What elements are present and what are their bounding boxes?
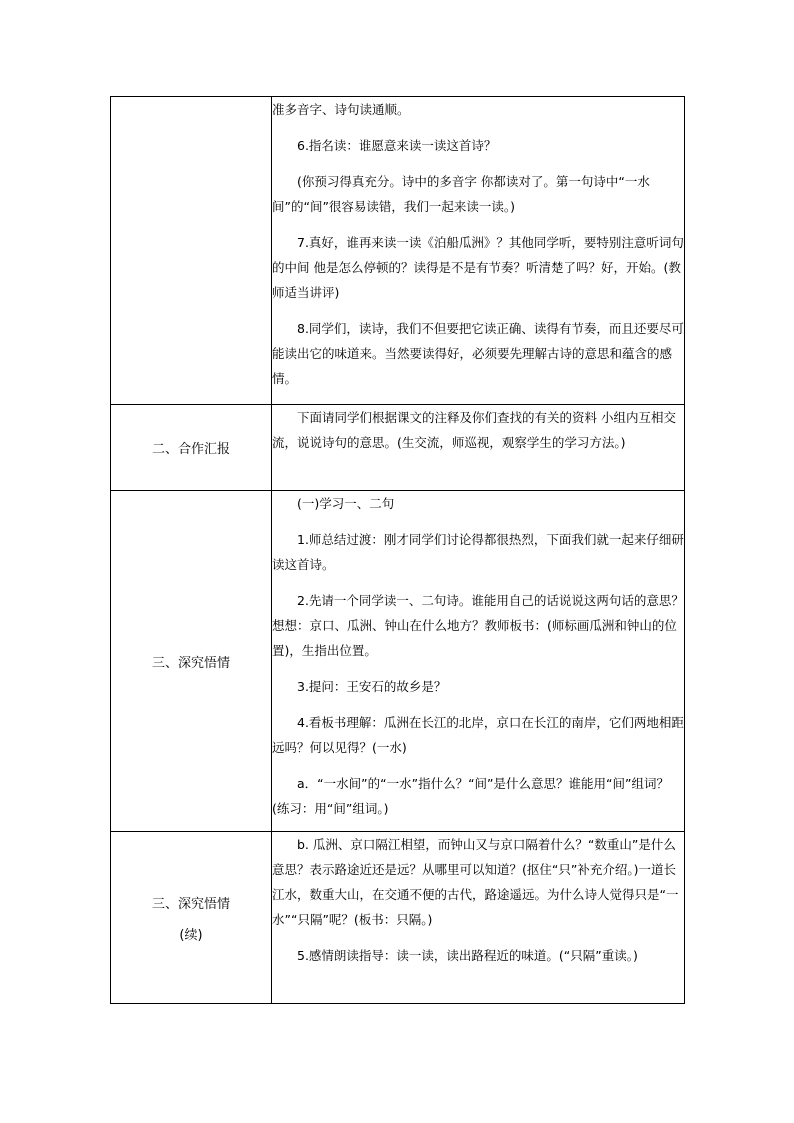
paragraph: 7.真好，谁再来读一读《泊船瓜洲》？其他同学听，要特别注意听词句的中间 他是怎么停顿的？读得是不是有节奏？听清楚了吗？好，开始。(教师适当讲评) — [272, 235, 684, 300]
paragraph: 准多音字、诗句读通顺。 — [272, 102, 410, 117]
paragraph: 1.师总结过渡：刚才同学们讨论得都很热烈，下面我们就一起来仔细研读这首诗。 — [272, 532, 684, 572]
stage-cell — [111, 97, 272, 405]
lesson-plan-table — [110, 96, 685, 1004]
paragraph: 4.看板书理解：瓜洲在长江的北岸，京口在长江的南岸，它们两地相距远吗？何以见得？(一水) — [272, 715, 684, 755]
table-row — [111, 97, 685, 405]
paragraph: (一)学习一、二句 — [297, 496, 395, 511]
stage-cell — [111, 491, 272, 832]
table-row — [111, 832, 685, 1004]
paragraph: a．“一水间”的“一水”指什么？“间”是什么意思？谁能用“间”组词？(练习：用“间”组词。) — [272, 776, 669, 816]
stage-label: 二、合作汇报 — [151, 442, 230, 457]
stage-continued-label: (续) — [179, 927, 203, 943]
paragraph: b. 瓜洲、京口隔江相望，而钟山又与京口隔着什么？“数重山”是什么意思？表示路途近还是远？从哪里可以知道？(抠住“只”补充介绍。)一道长江水，数重大山，在交通不便的古代，路途遥远。为什么诗人觉得只是“一水”“只隔”呢？(板书：只隔。) — [272, 837, 679, 927]
table-row — [111, 491, 685, 832]
paragraph: 5.感情朗读指导：读一读，读出路程近的味道。(“只隔”重读。) — [297, 948, 638, 963]
stage-label: 三、深究悟情 — [151, 896, 230, 912]
paragraph: 3.提问：王安石的故乡是？ — [297, 679, 447, 694]
paragraph: (你预习得真充分。诗中的多音字 你都读对了。第一句诗中“一水间”的“间”很容易读错，我们一起来读一读。) — [272, 174, 650, 214]
paragraph: 下面请同学们根据课文的注释及你们查找的有关的资料 小组内互相交流，说说诗句的意思。(生交流，师巡视，观察学生的学习方法。) — [272, 410, 676, 450]
stage-cell — [111, 832, 272, 1004]
paragraph: 6.指名读：谁愿意来读一读这首诗？ — [297, 138, 497, 153]
content-cell — [272, 832, 685, 1004]
paragraph: 2.先请一个同学读一、二句诗。谁能用自己的话说说这两句话的意思？想想：京口、瓜洲、钟山在什么地方？教师板书：(师标画瓜洲和钟山的位置)，生指出位置。 — [272, 593, 684, 658]
stage-label: 三、深究悟情 — [151, 655, 230, 671]
table-row — [111, 405, 685, 491]
content-cell — [272, 491, 685, 832]
paragraph: 8.同学们，读诗，我们不但要把它读正确、读得有节奏，而且还要尽可能读出它的味道来。当然要读得好，必须要先理解古诗的意思和蕴含的感情。 — [272, 321, 684, 386]
content-cell — [272, 405, 685, 491]
stage-cell — [111, 405, 272, 491]
content-cell — [272, 97, 685, 405]
